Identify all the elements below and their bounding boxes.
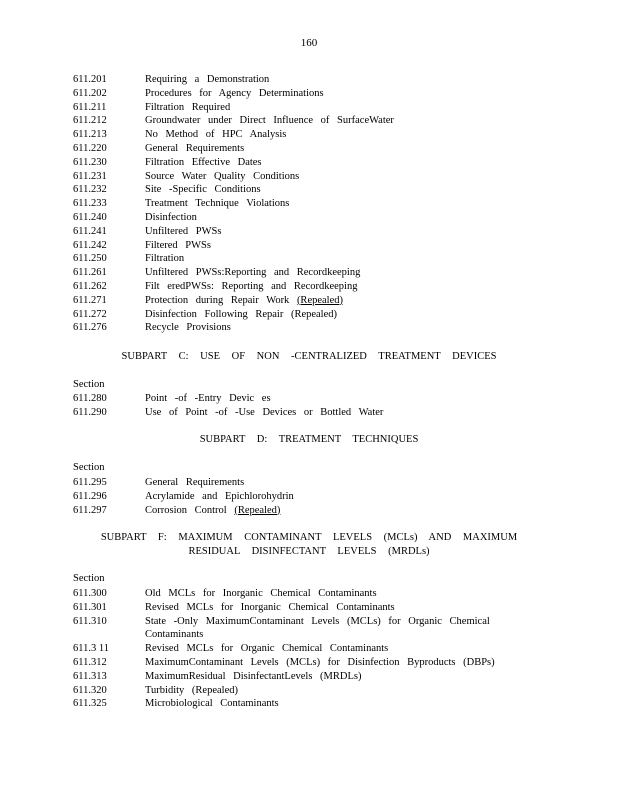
section-number: 611.201 xyxy=(73,74,107,85)
section-number: 611.230 xyxy=(73,156,107,168)
section-number: 611.312 xyxy=(73,656,107,668)
list-item xyxy=(73,114,543,128)
section-number: 611.280 xyxy=(73,393,107,404)
section-number: 611.232 xyxy=(73,184,107,196)
section-title: Revised MCLs for Organic Chemical Contaminants xyxy=(145,643,389,655)
section-number: 611.290 xyxy=(73,406,107,418)
section-list-general xyxy=(73,73,543,335)
list-item xyxy=(73,73,543,87)
section-number: 611.301 xyxy=(73,601,107,613)
section-title: Requiring a Demonstration xyxy=(145,74,270,85)
section-title-text: Protection during Repair Work xyxy=(145,294,290,306)
list-item xyxy=(73,156,543,170)
section-number: 611.250 xyxy=(73,253,107,265)
section-number: 611.320 xyxy=(73,684,107,696)
list-item xyxy=(73,587,543,601)
section-number: 611.233 xyxy=(73,198,107,210)
section-number: 611.276 xyxy=(73,322,107,334)
list-item xyxy=(73,697,543,711)
subpart-f-heading-line1: SUBPART F: MAXIMUM CONTAMINANT LEVELS (MCLs) AND MAXIMUM xyxy=(100,532,518,543)
section-number: 611.296 xyxy=(73,490,107,502)
section-number: 611.313 xyxy=(73,670,107,682)
section-number: 611.202 xyxy=(73,87,107,99)
section-number: 611.231 xyxy=(73,170,107,182)
section-number: 611.310 xyxy=(73,615,107,627)
list-item xyxy=(73,392,543,406)
section-title: Filt eredPWSs: Reporting and Recordkeeping xyxy=(145,280,358,292)
section-number: 611.295 xyxy=(73,477,107,488)
page-number: 160 xyxy=(300,37,318,49)
list-item xyxy=(73,321,543,335)
list-item xyxy=(73,280,543,294)
repealed-tag: (Repealed) xyxy=(234,504,281,516)
section-title: Revised MCLs for Inorganic Chemical Contaminants xyxy=(145,601,395,613)
list-item xyxy=(73,183,543,197)
list-item xyxy=(73,308,543,322)
section-title: Microbiological Contaminants xyxy=(145,698,279,710)
section-title: Unfiltered PWSs xyxy=(145,225,222,237)
list-item xyxy=(73,128,543,142)
subpart-f-heading xyxy=(0,531,618,559)
repealed-tag: (Repealed) xyxy=(296,294,343,306)
section-number: 611.220 xyxy=(73,142,107,154)
list-item xyxy=(73,615,543,643)
section-number: 611.261 xyxy=(73,267,107,279)
list-item xyxy=(73,101,543,115)
section-label: Section xyxy=(73,573,105,584)
section-title: Treatment Technique Violations xyxy=(145,198,290,210)
section-title: Procedures for Agency Determinations xyxy=(145,87,324,99)
section-title xyxy=(145,504,535,518)
section-title: Disinfection Following Repair (Repealed) xyxy=(145,308,337,320)
subpart-c-heading: SUBPART C: USE OF NON -CENTRALIZED TREATMENT DEVICES xyxy=(121,351,497,362)
section-label: Section xyxy=(73,379,105,390)
section-title: Source Water Quality Conditions xyxy=(145,170,300,182)
section-number: 611.242 xyxy=(73,239,107,251)
list-item xyxy=(73,670,543,684)
section-number: 611.297 xyxy=(73,504,107,516)
section-number: 611.3 11 xyxy=(73,643,109,655)
list-item xyxy=(73,601,543,615)
list-item xyxy=(73,684,543,698)
section-title: General Requirements xyxy=(145,477,245,488)
list-item xyxy=(73,239,543,253)
list-item xyxy=(73,490,543,504)
list-item xyxy=(73,252,543,266)
section-title: Turbidity (Repealed) xyxy=(145,684,238,696)
section-list-subpart-d xyxy=(73,476,543,517)
section-number: 611.241 xyxy=(73,225,107,237)
list-item xyxy=(73,170,543,184)
section-title: MaximumResidual DisinfectantLevels (MRDLs) xyxy=(145,670,362,682)
section-title: Unfiltered PWSs:Reporting and Recordkeeping xyxy=(145,267,361,279)
section-label: Section xyxy=(73,462,105,473)
list-item xyxy=(73,266,543,280)
section-list-subpart-c xyxy=(73,392,543,420)
list-item xyxy=(73,476,543,490)
section-title: Filtration Effective Dates xyxy=(145,156,262,168)
section-list-subpart-f xyxy=(73,587,543,711)
list-item xyxy=(73,225,543,239)
section-number: 611.271 xyxy=(73,294,107,306)
section-title: Use of Point -of -Use Devices or Bottled Water xyxy=(145,406,384,418)
list-item xyxy=(73,294,543,308)
section-title-text: Corrosion Control xyxy=(145,504,227,516)
section-number: 611.272 xyxy=(73,308,107,320)
subpart-d-heading: SUBPART D: TREATMENT TECHNIQUES xyxy=(199,434,419,445)
section-title: Recycle Provisions xyxy=(145,322,231,334)
section-number: 611.240 xyxy=(73,211,107,223)
section-title xyxy=(145,294,535,308)
section-title: Filtration xyxy=(145,253,185,265)
section-title: Acrylamide and Epichlorohydrin xyxy=(145,490,294,502)
section-title: Site -Specific Conditions xyxy=(145,184,261,196)
section-title: No Method of HPC Analysis xyxy=(145,129,287,141)
section-number: 611.300 xyxy=(73,588,107,599)
section-title: Filtered PWSs xyxy=(145,239,211,251)
list-item xyxy=(73,504,543,518)
section-title: Groundwater under Direct Influence of SurfaceWater xyxy=(145,115,394,127)
list-item xyxy=(73,142,543,156)
list-item xyxy=(73,642,543,656)
section-title: Old MCLs for Inorganic Chemical Contaminants xyxy=(145,588,377,599)
subpart-f-heading-line2: RESIDUAL DISINFECTANT LEVELS (MRDLs) xyxy=(188,545,430,557)
section-title: Disinfection xyxy=(145,211,197,223)
list-item xyxy=(73,87,543,101)
list-item xyxy=(73,211,543,225)
section-number: 611.325 xyxy=(73,698,107,710)
list-item xyxy=(73,197,543,211)
section-number: 611.212 xyxy=(73,115,107,127)
section-title: State -Only MaximumContaminant Levels (MCLs) for Organic Chemical Contaminants xyxy=(145,615,490,641)
section-number: 611.213 xyxy=(73,129,107,141)
section-number: 611.262 xyxy=(73,280,107,292)
section-title: Point -of -Entry Devic es xyxy=(145,393,271,404)
list-item xyxy=(73,406,543,420)
section-number: 611.211 xyxy=(73,101,107,113)
section-title: Filtration Required xyxy=(145,101,231,113)
section-title: General Requirements xyxy=(145,142,245,154)
section-title: MaximumContaminant Levels (MCLs) for Disinfection Byproducts (DBPs) xyxy=(145,656,495,668)
list-item xyxy=(73,656,543,670)
